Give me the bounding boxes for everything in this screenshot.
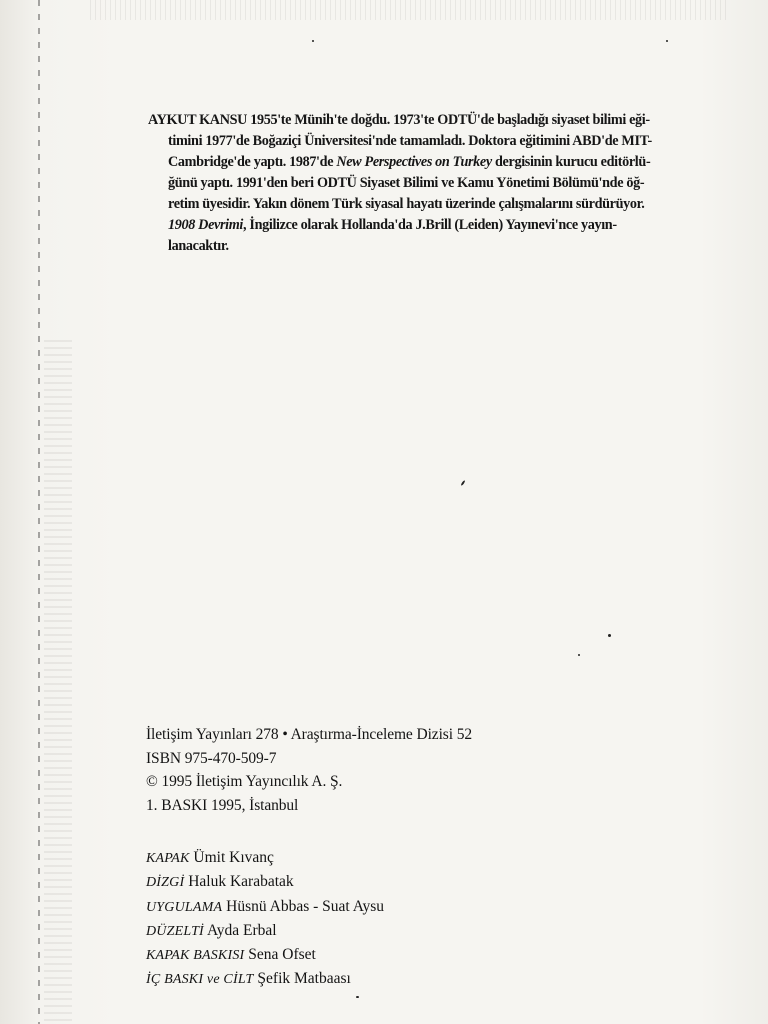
production-credits bbox=[146, 846, 706, 992]
bio-line: AYKUT KANSU 1955'te Münih'te doğdu. 1973'te ODTÜ'de başladığı siyaset bilimi eği- bbox=[148, 112, 650, 128]
scan-speck bbox=[356, 996, 359, 998]
scan-speck bbox=[312, 40, 314, 42]
top-scan-noise bbox=[90, 0, 730, 20]
edition-info: 1. BASKI 1995, İstanbul bbox=[146, 796, 299, 814]
author-bio bbox=[148, 110, 720, 257]
credit-name: Şefik Matbaası bbox=[257, 970, 351, 988]
credit-row bbox=[146, 846, 706, 870]
credit-role: UYGULAMA bbox=[146, 899, 223, 915]
scan-speck bbox=[666, 40, 668, 42]
bio-line: retim üyesidir. Yakın dönem Türk siyasal hayatı üzerinde çalışmalarını sürdürüyor. bbox=[168, 196, 645, 212]
credit-role: İÇ BASKI ve CİLT bbox=[146, 972, 254, 988]
credit-role: DİZGİ bbox=[146, 875, 185, 891]
credit-role: KAPAK BASKISI bbox=[146, 948, 245, 964]
credit-row bbox=[146, 967, 706, 991]
bio-line: 1908 Devrimi, İngilizce olarak Hollanda'da J.Brill (Leiden) Yayınevi'nce yayın- bbox=[168, 217, 617, 233]
scan-edge-shadow bbox=[38, 0, 40, 1024]
credit-name: Ayda Erbal bbox=[206, 921, 277, 939]
credit-row bbox=[146, 943, 706, 967]
credit-row bbox=[146, 870, 706, 894]
scan-speck bbox=[460, 480, 465, 486]
series-info: İletişim Yayınları 278 • Araştırma-İnceleme Dizisi 52 bbox=[146, 726, 472, 743]
bio-line: timini 1977'de Boğaziçi Üniversitesi'nde tamamladı. Doktora eğitimini ABD'de MIT- bbox=[168, 133, 652, 149]
credit-role: DÜZELTİ bbox=[146, 923, 204, 939]
bio-line: lanacaktır. bbox=[168, 238, 229, 254]
imprint-block bbox=[146, 723, 706, 817]
credit-role: KAPAK bbox=[146, 851, 190, 866]
credit-name: Sena Ofset bbox=[248, 946, 316, 964]
bio-line: Cambridge'de yaptı. 1987'de New Perspectives on Turkey dergisinin kurucu editörlü- bbox=[168, 154, 651, 170]
credit-row bbox=[146, 919, 706, 943]
scan-speck bbox=[608, 634, 611, 637]
credit-name: Haluk Karabatak bbox=[188, 873, 294, 891]
copyright-notice: © 1995 İletişim Yayıncılık A. Ş. bbox=[146, 773, 343, 790]
credit-name: Hüsnü Abbas - Suat Aysu bbox=[226, 897, 385, 915]
scan-speck bbox=[578, 654, 580, 656]
isbn: ISBN 975-470-509-7 bbox=[146, 749, 277, 767]
bio-line: ğünü yaptı. 1991'den beri ODTÜ Siyaset Bilimi ve Kamu Yönetimi Bölümü'nde öğ- bbox=[168, 175, 645, 191]
credit-name: Ümit Kıvanç bbox=[193, 849, 274, 866]
scan-edge-noise bbox=[44, 340, 72, 1024]
credit-row bbox=[146, 895, 706, 919]
